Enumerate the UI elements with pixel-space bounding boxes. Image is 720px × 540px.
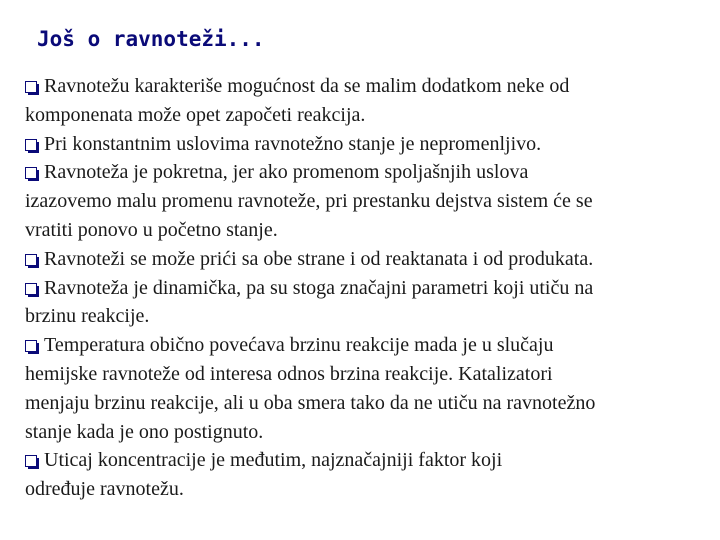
checkbox-square-icon [25, 130, 44, 159]
bullet-text: izazovemo malu promenu ravnoteže, pri prestanku dejstva sistem će se [25, 190, 593, 213]
bullet-text: komponenata može opet započeti reakcija. [25, 103, 366, 126]
checkbox-square-icon [25, 331, 44, 360]
checkbox-square-icon [25, 274, 44, 303]
bullet-line [25, 130, 719, 159]
bullet-item [25, 331, 719, 446]
bullet-line [25, 418, 719, 447]
bullet-line [25, 245, 719, 274]
checkbox-square-icon [25, 72, 44, 101]
bullet-text: Temperatura obično povećava brzinu reakcije mada je u slučaju [44, 334, 554, 357]
bullet-text: vratiti ponovo u početno stanje. [25, 218, 278, 241]
bullet-item [25, 245, 719, 274]
bullet-text: Ravnotežu karakteriše mogućnost da se malim dodatkom neke od [44, 75, 570, 97]
bullet-item [25, 158, 719, 244]
bullet-line [25, 360, 719, 389]
bullet-line [25, 216, 719, 245]
bullet-line [25, 101, 719, 130]
bullet-text: Ravnoteža je pokretna, jer ako promenom spoljašnjih uslova [44, 161, 529, 184]
bullet-line [25, 274, 719, 303]
bullet-text: stanje kada je ono postignuto. [25, 420, 264, 443]
checkbox-square-icon [25, 245, 44, 274]
bullet-item [25, 130, 719, 159]
bullet-item [25, 274, 719, 332]
bullet-text: Uticaj koncentracije je međutim, najznačajniji faktor koji [44, 449, 503, 472]
bullet-text: Ravnoteža je dinamička, pa su stoga značajni parametri koji utiču na [44, 276, 594, 299]
bullet-line [25, 331, 719, 360]
slide-title: Još o ravnoteži... [37, 27, 265, 51]
checkbox-square-icon [25, 158, 44, 187]
bullet-line [25, 187, 719, 216]
bullet-line [25, 158, 719, 187]
bullet-text: hemijske ravnoteže od interesa odnos brzina reakcije. Katalizatori [25, 362, 553, 385]
bullet-line [25, 389, 719, 418]
bullet-text: određuje ravnotežu. [25, 478, 184, 501]
bullet-line [25, 475, 719, 504]
bullet-line [25, 302, 719, 331]
bullet-line [25, 446, 719, 475]
bullet-text: Ravnoteži se može prići sa obe strane i od reaktanata i od produkata. [44, 247, 594, 270]
bullet-item [25, 446, 719, 504]
bullet-text: menjaju brzinu reakcije, ali u oba smera tako da ne utiču na ravnotežno [25, 391, 596, 414]
bullet-item [25, 72, 719, 130]
bullet-text: brzinu reakcije. [25, 305, 150, 328]
bullet-line [25, 72, 719, 101]
bullet-list [25, 72, 719, 504]
bullet-text: Pri konstantnim uslovima ravnotežno stanje je nepromenljivo. [44, 132, 542, 155]
checkbox-square-icon [25, 446, 44, 475]
